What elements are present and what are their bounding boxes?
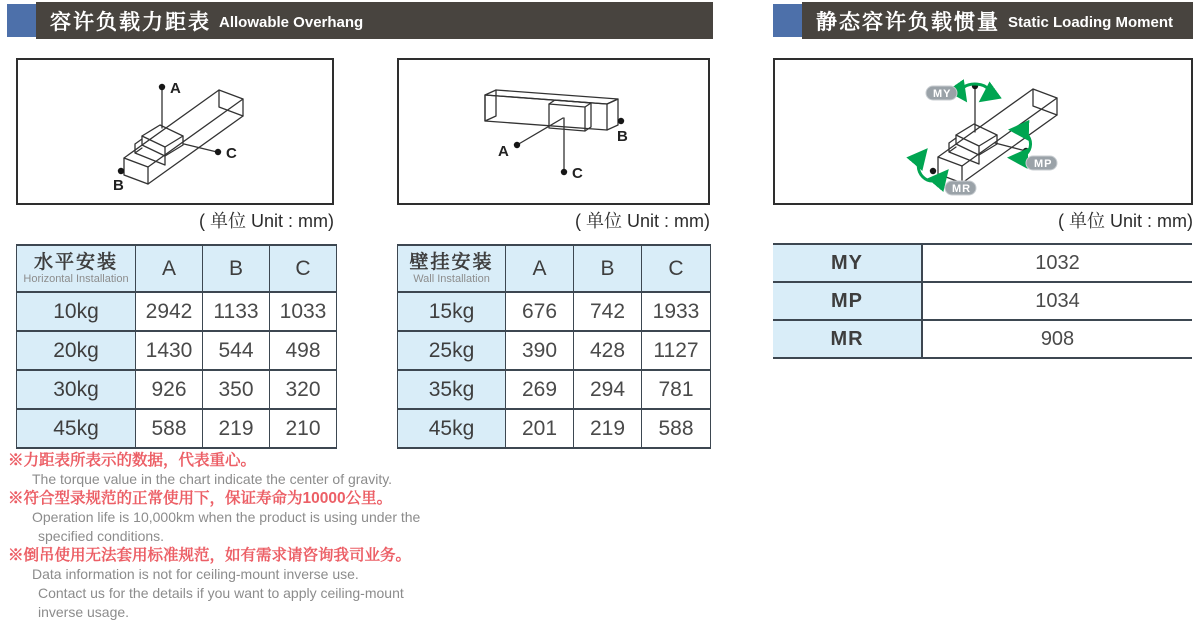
col-header-a: A	[506, 245, 574, 292]
table-header-row	[17, 245, 337, 292]
table1-title-en: Horizontal Installation	[23, 272, 129, 285]
unit-label-2: ( 单位 Unit : mm)	[575, 211, 710, 231]
col-header-b: B	[574, 245, 642, 292]
left-header-accent-square	[7, 4, 36, 37]
mp-badge-label: MP	[1034, 158, 1053, 170]
cell-value: 201	[506, 409, 574, 448]
cell-value: 1034	[922, 282, 1192, 320]
point-a-label: A	[170, 80, 181, 97]
cell-value: 219	[203, 409, 270, 448]
col-header-b: B	[203, 245, 270, 292]
cell-value: 2942	[136, 292, 203, 331]
row-label: 20kg	[17, 331, 136, 370]
cell-value: 1430	[136, 331, 203, 370]
cell-value: 926	[136, 370, 203, 409]
note-zh: ※倒吊使用无法套用标准规范，如有需求请咨询我司业务。	[8, 547, 412, 564]
row-label: MY	[773, 244, 922, 282]
table-row	[17, 331, 337, 370]
row-label: 15kg	[398, 292, 506, 331]
cell-value: 1127	[642, 331, 711, 370]
note-en: Contact us for the details if you want to apply ceiling-mount	[38, 585, 404, 601]
note-en: The torque value in the chart indicate the center of gravity.	[32, 471, 393, 487]
cell-value: 219	[574, 409, 642, 448]
table1-title-zh: 水平安装	[33, 251, 118, 273]
table-row	[398, 292, 711, 331]
table-row	[398, 331, 711, 370]
table-row	[773, 320, 1192, 358]
static-moment-table	[773, 243, 1192, 359]
row-label: MP	[773, 282, 922, 320]
point-b-label: B	[113, 177, 124, 194]
cell-value: 742	[574, 292, 642, 331]
left-section-header	[36, 2, 713, 39]
point-c-label: C	[226, 145, 237, 162]
diagram-static-moment	[773, 58, 1193, 205]
row-label: 35kg	[398, 370, 506, 409]
wall-rail-drawing	[399, 60, 708, 203]
row-label: 10kg	[17, 292, 136, 331]
cell-value: 350	[203, 370, 270, 409]
table-row	[773, 282, 1192, 320]
note-en: Operation life is 10,000km when the product is using under the	[32, 509, 421, 525]
table2-title-en: Wall Installation	[413, 272, 490, 285]
right-section-title-zh: 静态容许负载惯量	[816, 10, 1000, 34]
left-section-title-en: Allowable Overhang	[219, 14, 364, 31]
cell-value: 544	[203, 331, 270, 370]
note-en: specified conditions.	[38, 528, 165, 544]
col-header-a: A	[136, 245, 203, 292]
left-section-title-zh: 容许负载力距表	[50, 10, 211, 34]
row-label: 30kg	[17, 370, 136, 409]
cell-value: 210	[270, 409, 337, 448]
horizontal-installation-table	[16, 244, 337, 449]
table-row	[17, 409, 337, 448]
table-row	[398, 409, 711, 448]
row-label: 45kg	[398, 409, 506, 448]
right-section-title-en: Static Loading Moment	[1008, 14, 1173, 31]
cell-value: 1033	[270, 292, 337, 331]
my-badge-label: MY	[933, 88, 952, 100]
col-header-c: C	[270, 245, 337, 292]
point-a-label: A	[498, 143, 509, 160]
table2-title-zh: 壁挂安装	[409, 251, 494, 273]
mr-badge-label: MR	[952, 183, 972, 195]
table-row	[17, 292, 337, 331]
cell-value: 588	[136, 409, 203, 448]
table-row	[773, 244, 1192, 282]
row-label: 45kg	[17, 409, 136, 448]
note-zh: ※力距表所表示的数据，代表重心。	[8, 452, 257, 469]
cell-value: 1933	[642, 292, 711, 331]
cell-value: 1032	[922, 244, 1192, 282]
table-row	[398, 370, 711, 409]
note-zh: ※符合型录规范的正常使用下，保证寿命为10000公里。	[8, 490, 393, 507]
footnotes	[8, 451, 548, 622]
col-header-c: C	[642, 245, 711, 292]
note-en: inverse usage.	[38, 604, 130, 620]
row-label: MR	[773, 320, 922, 358]
cell-value: 1133	[203, 292, 270, 331]
horizontal-rail-drawing	[18, 60, 332, 203]
table-row	[17, 370, 337, 409]
cell-value: 294	[574, 370, 642, 409]
point-b-label: B	[617, 128, 628, 145]
cell-value: 320	[270, 370, 337, 409]
cell-value: 498	[270, 331, 337, 370]
right-header-accent-square	[773, 4, 802, 37]
cell-value: 269	[506, 370, 574, 409]
diagram-horizontal-overhang	[16, 58, 334, 205]
unit-label-3: ( 单位 Unit : mm)	[1058, 211, 1193, 231]
row-label: 25kg	[398, 331, 506, 370]
cell-value: 588	[642, 409, 711, 448]
cell-value: 908	[922, 320, 1192, 358]
cell-value: 428	[574, 331, 642, 370]
cell-value: 781	[642, 370, 711, 409]
cell-value: 676	[506, 292, 574, 331]
note-en: Data information is not for ceiling-mount inverse use.	[32, 566, 359, 582]
moment-rail-drawing	[775, 60, 1191, 203]
diagram-wall-overhang	[397, 58, 710, 205]
cell-value: 390	[506, 331, 574, 370]
unit-label-1: ( 单位 Unit : mm)	[199, 211, 334, 231]
wall-installation-table	[397, 244, 711, 449]
point-c-label: C	[572, 165, 583, 182]
right-section-header	[802, 2, 1193, 39]
table-header-row	[398, 245, 711, 292]
